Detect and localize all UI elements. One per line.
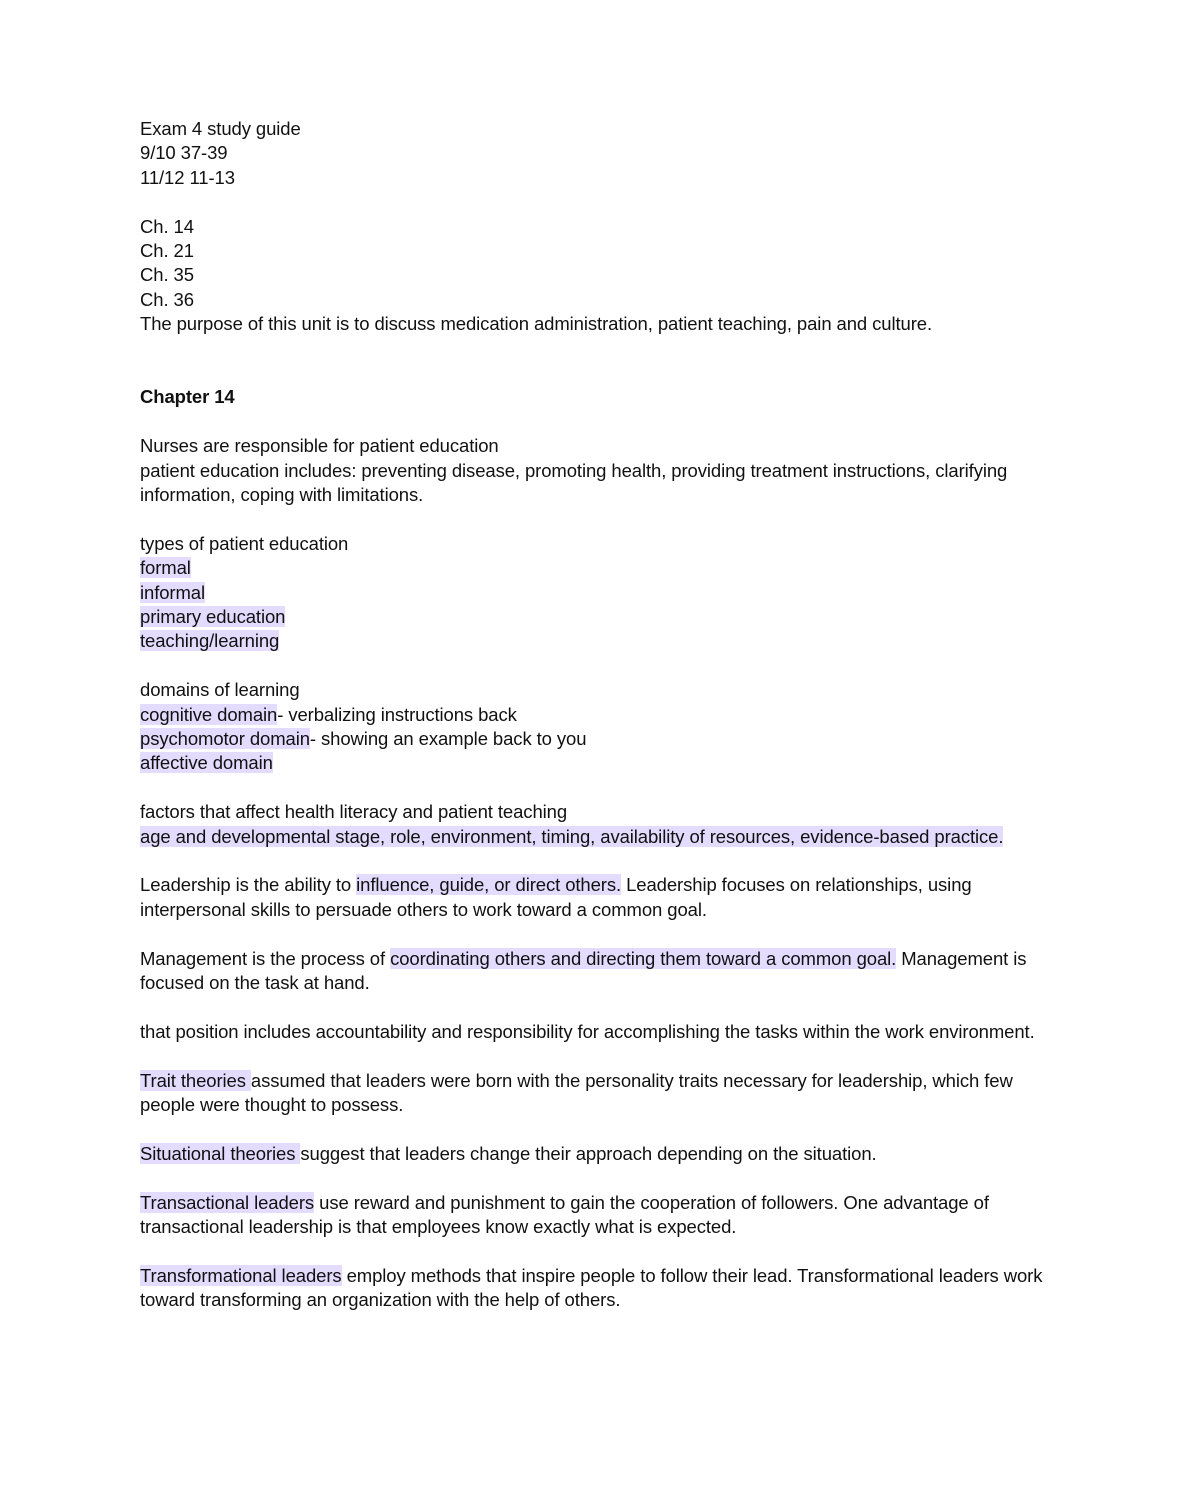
situational-theories-term: Situational theories [140,1142,301,1164]
chapter-list-item: Ch. 14 [140,215,194,237]
domain-item-affective [140,751,1060,775]
domain-item-psychomotor [140,727,1060,751]
management-highlight: coordinating others and directing them toward a common goal. [390,947,897,969]
transactional-leaders-text: use reward and punishment to gain the cooperation of followers. One advantage of transactional leadership is that employees know exactly what is expected. [140,1191,989,1238]
domain-item-cognitive [140,703,1060,727]
leadership-paragraph [140,873,1060,922]
trait-theories-text: assumed that leaders were born with the personality traits necessary for leadership, which few people were thought to possess. [140,1069,1013,1116]
domain-term: psychomotor domain [140,728,310,750]
type-item-informal: informal [140,581,205,603]
management-text-end: Management is focused on the task at hand. [140,947,1027,994]
document-title: Exam 4 study guide [140,118,301,139]
document-page [140,117,1060,1313]
chapter-list-item: Ch. 36 [140,288,194,310]
domain-description: - showing an example back to you [309,728,587,750]
transactional-leaders-term: Transactional leaders [140,1191,315,1213]
chapter-list-item: Ch. 35 [140,264,194,286]
leadership-text-start: Leadership is the ability to [140,874,357,896]
types-heading: types of patient education [140,532,349,554]
domain-term: affective domain [140,752,273,774]
type-item-primary-education: primary education [140,606,286,628]
domain-description: - verbalizing instructions back [277,703,517,725]
transactional-leaders-paragraph [140,1191,1060,1240]
intro-line-2: patient education includes: preventing disease, promoting health, providing treatment instructions, clarifying information, coping with limitations. [140,459,1008,506]
section-heading-chapter-14: Chapter 14 [140,386,235,408]
factors-text: age and developmental stage, role, environment, timing, availability of resources, evidence-based practice. [140,825,1004,847]
unit-purpose: The purpose of this unit is to discuss medication administration, patient teaching, pain and culture. [140,313,933,335]
date-line-2: 11/12 11-13 [140,166,235,188]
management-text-start: Management is the process of [140,947,391,969]
situational-theories-text: suggest that leaders change their approach depending on the situation. [300,1142,877,1164]
trait-theories-term: Trait theories [140,1069,251,1091]
leadership-text-end: Leadership focuses on relationships, using interpersonal skills to persuade others to work toward a common goal. [140,874,972,920]
transformational-leaders-paragraph [140,1264,1060,1313]
trait-theories-paragraph [140,1069,1060,1118]
leadership-highlight: influence, guide, or direct others. [356,874,622,896]
transformational-leaders-term: Transformational leaders [140,1264,342,1286]
domains-heading: domains of learning [140,679,300,701]
date-line-1: 9/10 37-39 [140,142,228,164]
situational-theories-paragraph [140,1142,1060,1166]
management-paragraph [140,947,1060,996]
position-paragraph: that position includes accountability and responsibility for accomplishing the tasks within the work environment. [140,1020,1035,1042]
transformational-leaders-text: employ methods that inspire people to follow their lead. Transformational leaders work toward transforming an organization with the help of others. [140,1264,1043,1311]
type-item-teaching-learning: teaching/learning [140,630,280,652]
factors-paragraph [140,825,1060,849]
chapter-list-item: Ch. 21 [140,240,194,262]
type-item-formal: formal [140,557,191,579]
intro-line-1: Nurses are responsible for patient education [140,435,499,457]
factors-heading: factors that affect health literacy and patient teaching [140,801,568,823]
domain-term: cognitive domain [140,703,278,725]
